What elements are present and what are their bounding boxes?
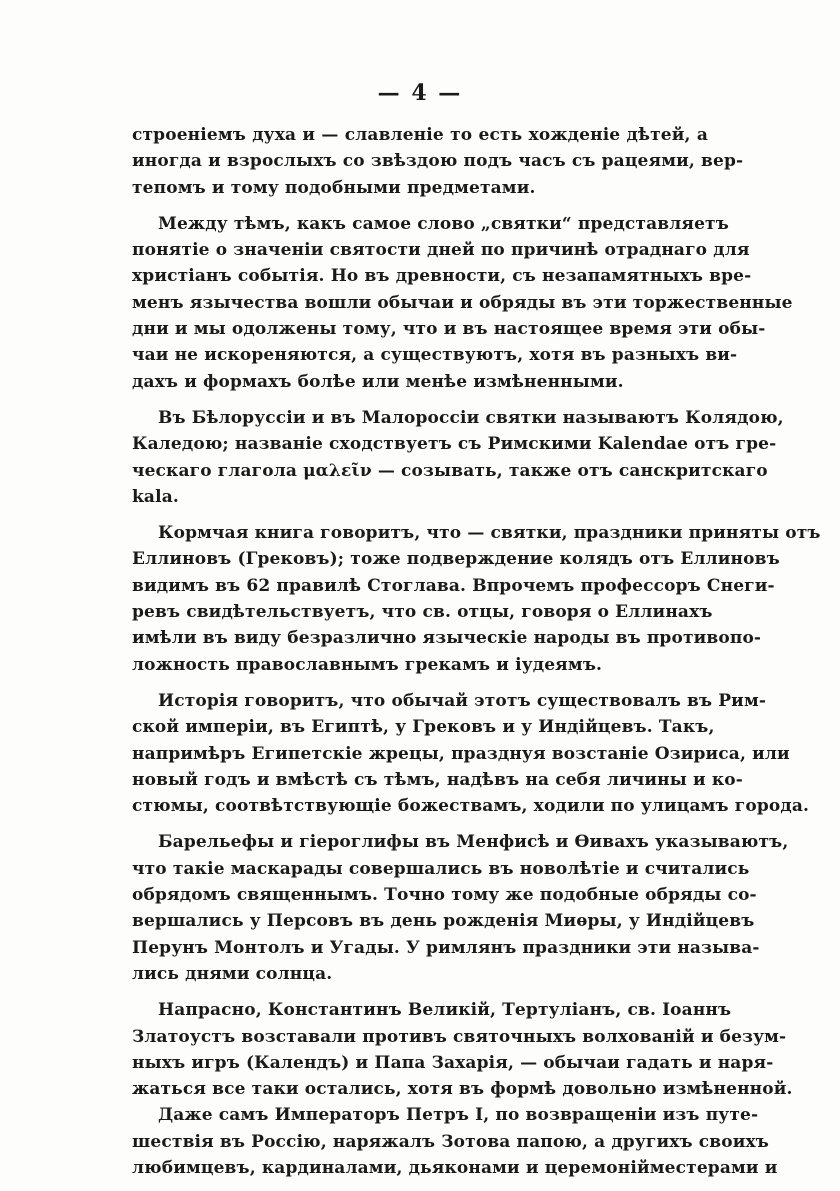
text-line: дахъ и формахъ болѣе или менѣе измѣненными. <box>132 371 624 392</box>
text-line: дни и мы одолжены тому, что и въ настоящее время эти обы- <box>132 319 766 340</box>
text-line: жаться все таки остались, хотя въ формѣ довольно измѣненной. <box>132 1079 793 1100</box>
paragraph-7 <box>132 997 793 1181</box>
text-line: менъ язычества вошли обычаи и обряды въ эти торжественные <box>132 292 793 313</box>
text-line: обрядомъ священнымъ. Точно тому же подобные обряды со- <box>132 885 757 906</box>
body-text <box>132 122 821 1191</box>
text-line: чаи не искореняются, а существуютъ, хотя въ разныхъ ви- <box>132 345 738 366</box>
text-line: ревъ свидѣтельствуетъ, что св. отцы, говоря о Еллинахъ <box>132 602 713 623</box>
text-line: Кормчая книга говоритъ, что — святки, праздники приняты отъ <box>158 523 821 544</box>
text-line: Златоустъ возставали противъ святочныхъ волхованій и безум- <box>132 1026 787 1047</box>
text-line: kala. <box>132 486 179 507</box>
text-line: Исторія говоритъ, что обычай этотъ существовалъ въ Рим- <box>158 690 767 711</box>
text-line: ческаго глагола μαλεῖν — созывать, также отъ санскритскаго <box>132 460 768 481</box>
text-line: Въ Бѣлоруссіи и въ Малороссіи святки называютъ Колядою, <box>158 407 784 428</box>
text-line: Между тѣмъ, какъ самое слово „святки“ представляетъ <box>158 213 729 234</box>
text-line: напримѣръ Египетскіе жрецы, празднуя возстаніе Озириса, или <box>132 743 790 764</box>
text-line: понятіе о значеніи святости дней по причинѣ отраднаго для <box>132 240 750 261</box>
paragraph-2 <box>132 211 793 395</box>
text-line: Даже самъ Императоръ Петръ I, по возвращеніи изъ путе- <box>158 1105 759 1126</box>
text-line: видимъ въ 62 правилѣ Стоглава. Впрочемъ профессоръ Снеги- <box>132 575 775 596</box>
text-line: Каледою; названіе сходствуетъ съ Римскими Kalendae отъ гре- <box>132 434 777 455</box>
text-line: стюмы, соотвѣтствующіе божествамъ, ходили по улицамъ города. <box>132 796 810 817</box>
text-line: ской имперіи, въ Египтѣ, у Грековъ и у Индійцевъ. Такъ, <box>132 717 715 738</box>
text-line: шествія въ Россію, наряжалъ Зотова папою, а другихъ своихъ <box>132 1131 769 1152</box>
text-line: вершались у Персовъ въ день рожденія Миѳры, у Индійцевъ <box>132 911 755 932</box>
text-line: что такіе маскарады совершались въ новолѣтіе и считались <box>132 858 750 879</box>
paragraph-3 <box>132 405 784 510</box>
text-line: новый годъ и вмѣстѣ съ тѣмъ, надѣвъ на себя личины и ко- <box>132 769 743 790</box>
text-line: строеніемъ духа и — славленіе то есть хожденіе дѣтей, а <box>132 125 708 145</box>
text-line: иногда и взрослыхъ со звѣздою подъ часъ съ рацеями, вер- <box>132 151 744 172</box>
page-number: — 4 — <box>377 80 463 106</box>
paragraph-6 <box>132 829 789 987</box>
text-line: ложность православнымъ грекамъ и іудеямъ. <box>132 654 603 675</box>
text-line: лись днями солнца. <box>132 963 333 984</box>
text-line: тепомъ и тому подобными предметами. <box>132 177 536 198</box>
text-line: Барельефы и гіероглифы въ Менфисѣ и Ѳивахъ указываютъ, <box>158 832 789 853</box>
text-line: Еллиновъ (Грековъ); тоже подверждение колядъ отъ Еллиновъ <box>132 549 780 570</box>
text-line: имѣли въ виду безразлично языческіе народы въ противопо- <box>132 628 762 649</box>
paragraph-1 <box>132 122 744 201</box>
text-line: Перунъ Монтолъ и Угады. У римлянъ праздники эти называ- <box>132 937 760 958</box>
text-line: любимцевъ, кардиналами, дьяконами и церемонійместерами и <box>132 1157 778 1178</box>
paragraph-5 <box>132 688 810 819</box>
text-line: христіанъ событія. Но въ древности, съ незапамятныхъ вре- <box>132 266 752 287</box>
text-line: Напрасно, Константинъ Великій, Тертуліанъ, св. Іоаннъ <box>158 1000 732 1021</box>
paragraph-4 <box>132 520 821 678</box>
text-line: ныхъ игръ (Календъ) и Папа Захарія, — обычаи гадать и наря- <box>132 1052 774 1073</box>
